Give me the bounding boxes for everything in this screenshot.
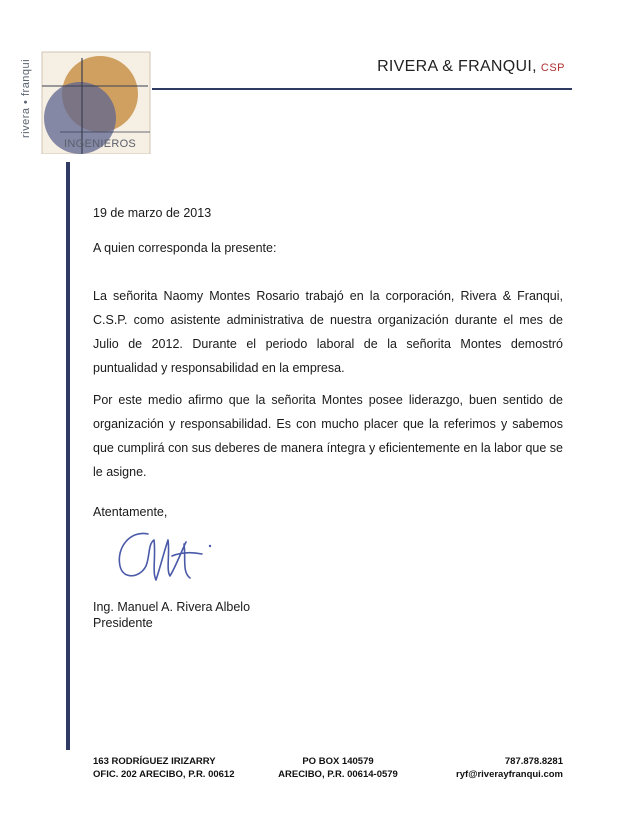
logo-wordmark: rivera • franqui xyxy=(20,58,32,138)
footer-phone-email: 787.878.8281 ryf@riverayfranqui.com xyxy=(456,756,563,780)
letter-paragraph-2: Por este medio afirmo que la señorita Montes posee liderazgo, buen sentido de organización y responsabilidad. Es con mucho placer que la referimos y sabemos que cumplirá con sus deberes de manera íntegra y eficientemente en la labor que se le asigne. xyxy=(93,393,563,479)
header-divider xyxy=(152,88,572,90)
footer-postal-address: PO BOX 140579 ARECIBO, P.R. 00614-0579 xyxy=(278,756,398,780)
signer-title: Presidente xyxy=(93,616,153,630)
firm-name: RIVERA & FRANQUI, xyxy=(377,58,537,75)
left-margin-rule xyxy=(66,162,70,750)
footer-street-address: 163 RODRÍGUEZ IRIZARRY OFIC. 202 ARECIBO, P.R. 00612 xyxy=(93,756,235,780)
letter-date: 19 de marzo de 2013 xyxy=(93,206,212,220)
logo-subtitle: INGENIEROS xyxy=(64,138,137,150)
letter-greeting: A quien corresponda la presente: xyxy=(93,241,277,255)
signer-block xyxy=(93,599,250,631)
firm-suffix: CSP xyxy=(540,62,565,74)
firm-name-header xyxy=(320,58,565,76)
letter-paragraph-1: La señorita Naomy Montes Rosario trabajó en la corporación, Rivera & Franqui, C.S.P. como asistente administrativa de nuestra organización durante el mes de Julio de 2012. Durante el periodo laboral de la señorita Montes demostró puntualidad y responsabilidad en la empresa. xyxy=(93,289,563,375)
letter-closing: Atentamente, xyxy=(93,505,168,519)
handwritten-signature xyxy=(110,526,220,588)
signer-name: Ing. Manuel A. Rivera Albelo xyxy=(93,600,251,614)
